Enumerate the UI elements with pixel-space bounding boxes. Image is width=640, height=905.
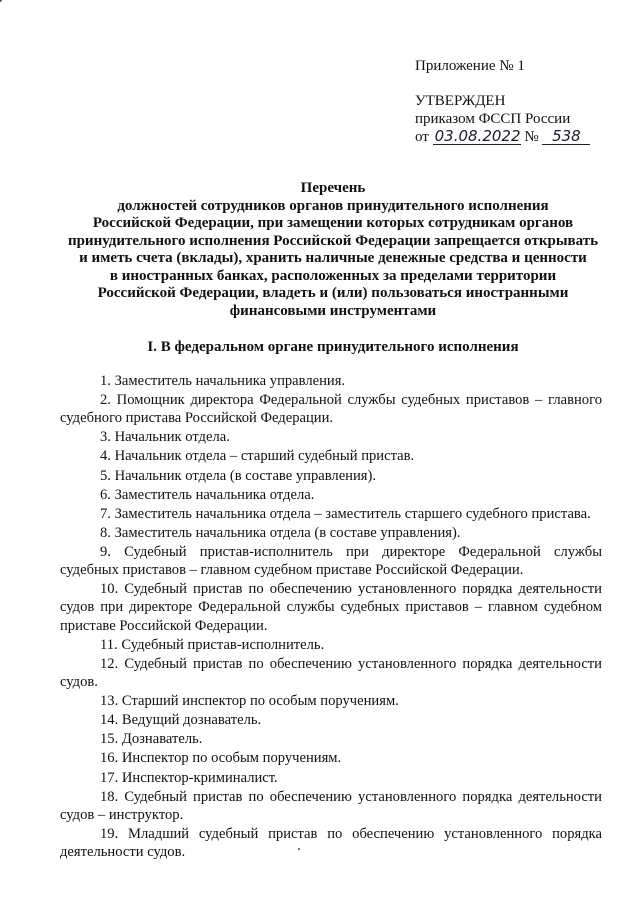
scan-dot-mark [298,848,300,850]
title-line: в иностранных банках, расположенных за пределами территории [109,267,557,284]
list-item: 15. Дознаватель. [100,731,203,748]
order-by-label: приказом ФССП России [415,111,571,127]
scan-corner-mark [0,0,2,2]
list-item: 9. Судебный пристав-исполнитель при директоре Федеральной службы судебных приставов – главном судебном приставе Российской Федерации. [60,543,602,579]
list-item: 13. Старший инспектор по особым поручениям. [100,693,399,710]
title-line: Российской Федерации, при замещении которых сотрудникам органов [92,215,574,231]
list-item: 6. Заместитель начальника отдела. [100,486,315,503]
approved-label: УТВЕРЖДЕН [415,93,506,109]
list-item: 16. Инспектор по особым поручениям. [100,750,342,767]
list-item: 8. Заместитель начальника отдела (в составе управления). [100,524,461,541]
number-label: № [524,129,539,145]
title-line: должностей сотрудников органов принудительного исполнения [117,197,549,214]
list-item: 4. Начальник отдела – старший судебный пристав. [100,448,415,465]
title-heading: Перечень [300,180,366,196]
list-item: 14. Ведущий дознаватель. [100,712,262,729]
list-item: 11. Судебный пристав-исполнитель. [100,636,325,653]
approval-block [415,92,590,146]
title-line: и иметь счета (вклады), хранить наличные денежные средства и ценности [79,250,587,266]
list-item: 1. Заместитель начальника управления. [100,373,346,389]
handwritten-date: 03.08.2022 [434,127,521,145]
list-item: 2. Помощник директора Федеральной службы судебных приставов – главного судебного пристава Российской Федерации. [60,392,602,427]
order-date-number-line [415,128,590,146]
from-label: от [415,129,429,145]
title-line: принудительного исполнения Российской Федерации запрещается открывать [67,232,599,249]
list-item: 12. Судебный пристав по обеспечению установленного порядка деятельности судов. [60,655,602,691]
title-line: Российской Федерации, владеть и (или) пользоваться иностранными [97,285,569,301]
list-item: 7. Заместитель начальника отдела – заместитель старшего судебного пристава. [100,505,591,522]
appendix-label: Приложение № 1 [415,58,525,74]
list-item: 3. Начальник отдела. [100,429,230,446]
list-item: 5. Начальник отдела (в составе управления). [100,467,377,484]
list-item: 17. Инспектор-криминалист. [100,769,278,786]
section-heading: I. В федеральном органе принудительного исполнения [147,339,519,355]
list-item: 19. Младший судебный пристав по обеспечению установленного порядка деятельности судов. [60,825,602,861]
list-item: 18. Судебный пристав по обеспечению установленного порядка деятельности судов – инструктор. [60,788,602,823]
handwritten-number: 538 [542,128,590,145]
title-line: финансовыми инструментами [229,302,437,319]
positions-list [60,372,602,862]
list-item: 10. Судебный пристав по обеспечению установленного порядка деятельности судов при директоре Федеральной службы судебных приставов – главном судебном приставе Российской Федерации. [60,581,602,634]
document-title [40,180,626,320]
